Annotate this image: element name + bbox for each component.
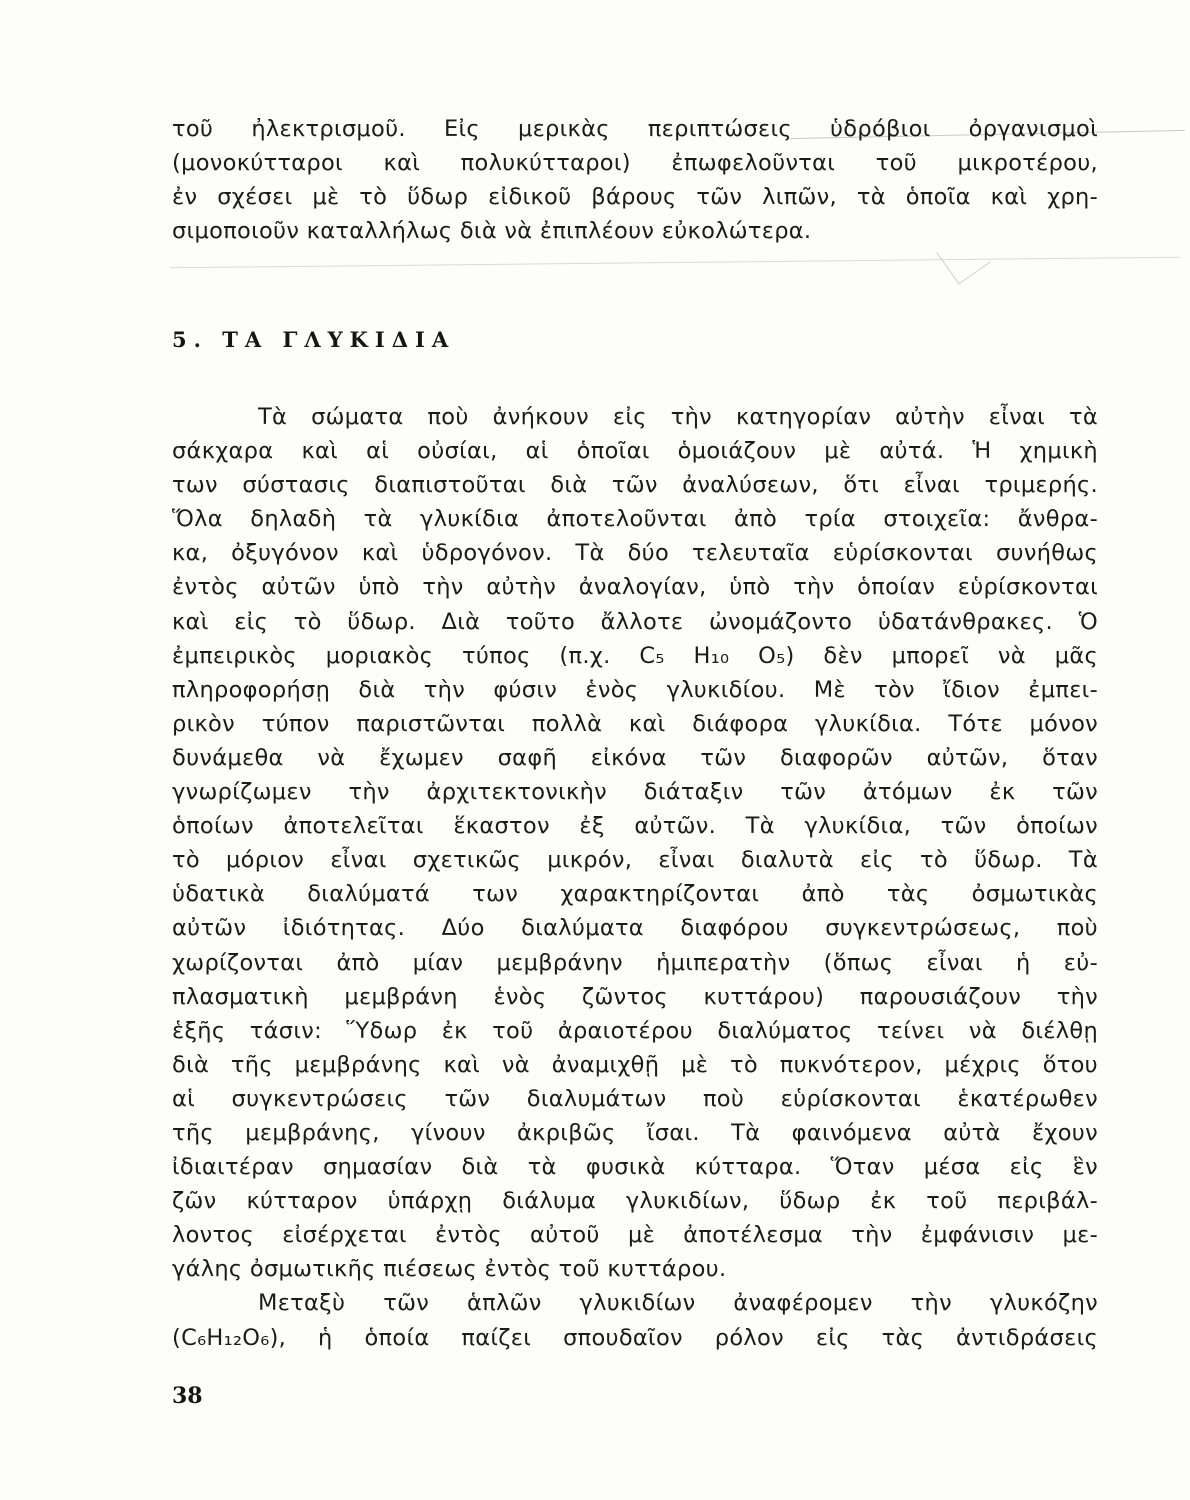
text-line: τὸ μόριον εἶναι σχετικῶς μικρόν, εἶναι διαλυτὰ εἰς τὸ ὕδωρ. Τὰ: [172, 847, 1098, 874]
paragraph-glycides: [172, 400, 1098, 1355]
text-line: τῆς μεμβράνης, γίνουν ἀκριβῶς ἴσαι. Τὰ φαινόμενα αὐτὰ ἔχουν: [172, 1119, 1098, 1146]
text-line: των σύστασις διαπιστοῦται διὰ τῶν ἀναλύσεων, ὅτι εἶναι τριμερής.: [172, 472, 1098, 499]
text-line: ἐμπειρικὸς μοριακὸς τύπος (π.χ. C₅ H₁₀ O₅) δὲν μπορεῖ νὰ μᾶς: [172, 642, 1098, 669]
text-line: γάλης ὀσμωτικῆς πιέσεως ἐντὸς τοῦ κυττάρου.: [172, 1256, 727, 1283]
text-line: χωρίζονται ἀπὸ μίαν μεμβράνην ἡμιπερατὴν (ὅπως εἶναι ἡ εὐ-: [172, 949, 1098, 976]
text-line: πληροφορήσῃ διὰ τὴν φύσιν ἑνὸς γλυκιδίου. Μὲ τὸν ἴδιον ἐμπει-: [172, 676, 1098, 703]
text-line: ζῶν κύτταρον ὑπάρχῃ διάλυμα γλυκιδίων, ὕδωρ ἐκ τοῦ περιβάλ-: [172, 1188, 1098, 1215]
text-line: ἐντὸς αὐτῶν ὑπὸ τὴν αὐτὴν ἀναλογίαν, ὑπὸ τὴν ὁποίαν εὑρίσκονται: [172, 574, 1098, 601]
text-line: αὐτῶν ἰδιότητας. Δύο διαλύματα διαφόρου συγκεντρώσεως, ποὺ: [172, 915, 1098, 942]
text-line: πλασματικὴ μεμβράνη ἑνὸς ζῶντος κυττάρου) παρουσιάζουν τὴν: [172, 983, 1098, 1010]
text-line: σιμοποιοῦν καταλλήλως διὰ νὰ ἐπιπλέουν εὐκολώτερα.: [172, 218, 812, 245]
text-line: καὶ εἰς τὸ ὕδωρ. Διὰ τοῦτο ἄλλοτε ὠνομάζοντο ὑδατάνθρακες. Ὁ: [172, 608, 1098, 635]
text-line: ἐν σχέσει μὲ τὸ ὕδωρ εἰδικοῦ βάρους τῶν λιπῶν, τὰ ὁποῖα καὶ χρη-: [172, 184, 1098, 211]
text-line: ὑδατικὰ διαλύματά των χαρακτηρίζονται ἀπὸ τὰς ὀσμωτικὰς: [172, 881, 1098, 908]
text-line: Τὰ σώματα ποὺ ἀνήκουν εἰς τὴν κατηγορίαν αὐτὴν εἶναι τὰ: [258, 404, 1098, 430]
pencil-underline: [170, 257, 1180, 269]
text-line: τοῦ ἠλεκτρισμοῦ. Εἰς μερικὰς περιπτώσεις ὑδρόβιοι ὀργανισμοὶ: [172, 116, 1098, 142]
text-line: διὰ τῆς μεμβράνης καὶ νὰ ἀναμιχθῇ μὲ τὸ πυκνότερον, μέχρις ὅτου: [172, 1051, 1098, 1078]
text-line: αἱ συγκεντρώσεις τῶν διαλυμάτων ποὺ εὑρίσκονται ἑκατέρωθεν: [172, 1085, 1098, 1112]
text-line: ἰδιαιτέραν σημασίαν διὰ τὰ φυσικὰ κύτταρα. Ὅταν μέσα εἰς ἓν: [172, 1154, 1098, 1181]
text-line: ἑξῆς τάσιν: Ὕδωρ ἐκ τοῦ ἀραιοτέρου διαλύματος τείνει νὰ διέλθῃ: [172, 1017, 1098, 1044]
text-line: Ὅλα δηλαδὴ τὰ γλυκίδια ἀποτελοῦνται ἀπὸ τρία στοιχεῖα: ἄνθρα-: [172, 506, 1098, 533]
text-line: δυνάμεθα νὰ ἔχωμεν σαφῆ εἰκόνα τῶν διαφορῶν αὐτῶν, ὅταν: [172, 744, 1098, 771]
text-line: ρικὸν τύπον παριστῶνται πολλὰ καὶ διάφορα γλυκίδια. Τότε μόνον: [172, 710, 1098, 737]
paragraph-continued: [172, 112, 1098, 248]
section-heading: 5. ΤΑ ΓΛΥΚΙΔΙΑ: [172, 327, 456, 352]
text-line: γνωρίζωμεν τὴν ἀρχιτεκτονικὴν διάταξιν τῶν ἀτόμων ἐκ τῶν: [172, 779, 1098, 806]
text-line: λοντος εἰσέρχεται ἐντὸς αὐτοῦ μὲ ἀποτέλεσμα τὴν ἐμφάνισιν με-: [172, 1222, 1098, 1249]
text-line: (μονοκύτταροι καὶ πολυκύτταροι) ἐπωφελοῦνται τοῦ μικροτέρου,: [172, 150, 1098, 177]
text-line: κα, ὀξυγόνον καὶ ὑδρογόνον. Τὰ δύο τελευταῖα εὑρίσκονται συνήθως: [172, 540, 1098, 567]
text-line: Μεταξὺ τῶν ἁπλῶν γλυκιδίων ἀναφέρομεν τὴν γλυκόζην: [258, 1290, 1098, 1317]
text-line: ὁποίων ἀποτελεῖται ἕκαστον ἐξ αὐτῶν. Τὰ γλυκίδια, τῶν ὁποίων: [172, 813, 1098, 840]
text-line: σάκχαρα καὶ αἱ οὐσίαι, αἱ ὁποῖαι ὁμοιάζουν μὲ αὐτά. Ἡ χημικὴ: [172, 438, 1098, 465]
text-line: (C₆H₁₂O₆), ἡ ὁποία παίζει σπουδαῖον ρόλον εἰς τὰς ἀντιδράσεις: [172, 1324, 1098, 1351]
page-number: 38: [172, 1383, 203, 1409]
